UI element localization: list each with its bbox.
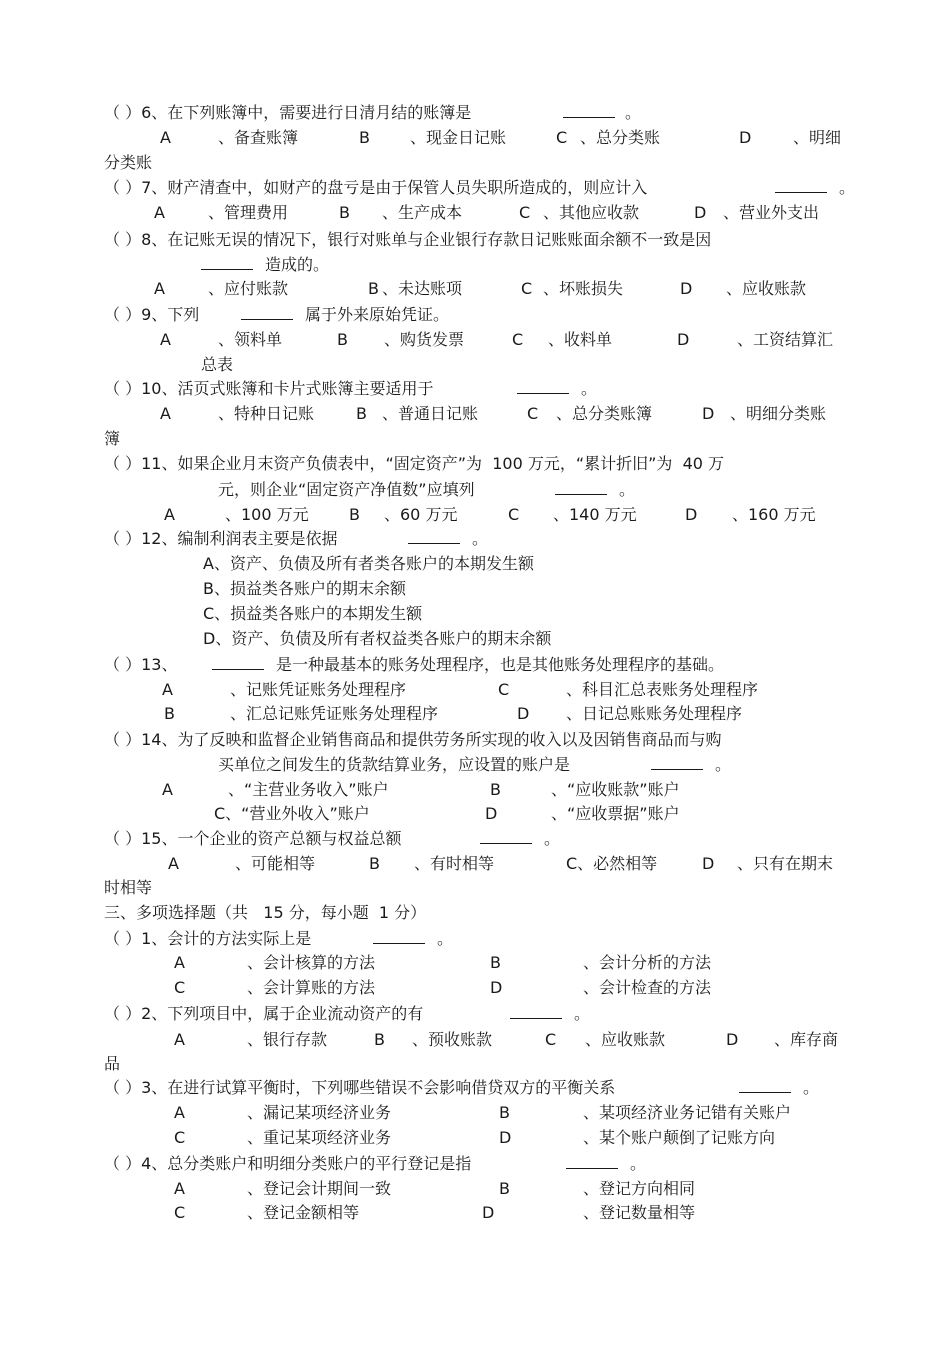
question-end: 。 (437, 929, 454, 948)
option-text: 、会计检查的方法 (583, 978, 712, 997)
question-end: 。 (472, 529, 489, 548)
answer-paren: （ ） (104, 230, 142, 249)
option-text: 、领料单 (218, 330, 283, 349)
answer-blank (212, 655, 264, 670)
question-end: 。 (619, 480, 636, 499)
question-stem-cont: 是一种最基本的账务处理程序，也是其他账务处理程序的基础。 (276, 655, 725, 674)
option-letter: B (499, 1103, 510, 1122)
question-stem: 编制利润表主要是依据 (177, 529, 338, 548)
answer-blank (739, 1078, 791, 1093)
question-end: 。 (630, 1154, 647, 1173)
option-letter: B (369, 854, 380, 873)
option-text: 、有时相等 (414, 854, 495, 873)
answer-blank (510, 1004, 562, 1019)
question-number: 9、 (141, 305, 168, 324)
option-letter: D (680, 279, 693, 298)
option-wrap: 分类账 (104, 153, 153, 172)
option-letter: D (739, 128, 752, 147)
option-letter: D (702, 404, 715, 423)
option-letter: C (512, 330, 524, 349)
answer-paren: （ ） (104, 1004, 142, 1023)
question-end: 。 (581, 379, 598, 398)
answer-blank (373, 929, 425, 944)
option-letter: C (174, 1128, 186, 1147)
option-letter: C (527, 404, 539, 423)
question-number: 14、 (141, 730, 178, 749)
option-line: A、资产、负债及所有者类各账户的本期发生额 (203, 554, 534, 573)
answer-paren: （ ） (104, 829, 142, 848)
option-letter: B (490, 953, 501, 972)
question-number: 1、 (141, 929, 168, 948)
option-text: 、“应收账款”账户 (551, 780, 680, 799)
answer-paren: （ ） (104, 379, 142, 398)
option-letter: A (174, 1179, 185, 1198)
question-stem: 为了反映和监督企业销售商品和提供劳务所实现的收入以及因销售商品而与购 (177, 730, 722, 749)
answer-paren: （ ） (104, 929, 142, 948)
question-stem: 一个企业的资产总额与权益总额 (177, 829, 402, 848)
question-number: 12、 (141, 529, 178, 548)
answer-blank (480, 829, 532, 844)
question-stem-cont: 元，则企业“固定资产净值数”应填列 (218, 480, 475, 499)
option-letter: B (499, 1179, 510, 1198)
option-letter: D (517, 704, 530, 723)
option-text: 、未达账项 (382, 279, 463, 298)
option-letter: D (694, 203, 707, 222)
option-text: C、必然相等 (566, 854, 658, 873)
question-number: 3、 (141, 1078, 168, 1097)
option-text: 、160 万元 (732, 505, 816, 524)
answer-paren: （ ） (104, 178, 142, 197)
option-letter: A (168, 854, 179, 873)
answer-blank (775, 178, 827, 193)
option-letter: C (545, 1030, 557, 1049)
question-end: 。 (574, 1004, 591, 1023)
question-stem: 在进行试算平衡时，下列哪些错误不会影响借贷双方的平衡关系 (167, 1078, 616, 1097)
option-letter: B (374, 1030, 385, 1049)
answer-paren: （ ） (104, 529, 142, 548)
question-end: 。 (715, 755, 732, 774)
option-letter: D (482, 1203, 495, 1222)
option-letter: B (339, 203, 350, 222)
option-letter: D (685, 505, 698, 524)
option-text: 、应付账款 (208, 279, 289, 298)
option-text: 、总分类账簿 (556, 404, 653, 423)
option-text: 、登记数量相等 (583, 1203, 696, 1222)
option-wrap: 时相等 (104, 878, 153, 897)
option-text: 、其他应收款 (543, 203, 640, 222)
option-text: 、重记某项经济业务 (247, 1128, 392, 1147)
option-text: 、收料单 (548, 330, 613, 349)
answer-paren: （ ） (104, 305, 142, 324)
option-letter: B (359, 128, 370, 147)
option-letter: B (164, 704, 175, 723)
question-number: 4、 (141, 1154, 168, 1173)
question-stem: 下列项目中，属于企业流动资产的有 (167, 1004, 424, 1023)
question-stem: 活页式账簿和卡片式账簿主要适用于 (177, 379, 434, 398)
option-line: B、损益类各账户的期末余额 (203, 579, 406, 598)
option-text: 、明细分类账 (730, 404, 827, 423)
question-number: 13、 (141, 655, 178, 674)
option-letter: B (368, 279, 379, 298)
option-text: 、生产成本 (382, 203, 463, 222)
option-text: 、登记会计期间一致 (247, 1179, 392, 1198)
option-letter: B (490, 780, 501, 799)
answer-blank (563, 103, 615, 118)
option-text: 、只有在期末 (737, 854, 834, 873)
option-text: 、会计算账的方法 (247, 978, 376, 997)
option-text: 、科目汇总表账务处理程序 (566, 680, 759, 699)
option-text: 、某个账户颠倒了记账方向 (583, 1128, 776, 1147)
option-text: 、100 万元 (225, 505, 309, 524)
option-text: 、“主营业务收入”账户 (228, 780, 389, 799)
question-number: 11、 (141, 454, 178, 473)
option-text: 、预收账款 (412, 1030, 493, 1049)
option-text: 、140 万元 (553, 505, 637, 524)
question-stem-cont: 买单位之间发生的货款结算业务，应设置的账户是 (218, 755, 571, 774)
option-letter: A (174, 1103, 185, 1122)
question-stem: 总分类账户和明细分类账户的平行登记是指 (167, 1154, 472, 1173)
option-line: D、资产、负债及所有者权益类各账户的期末余额 (203, 629, 552, 648)
answer-paren: （ ） (104, 730, 142, 749)
question-number: 7、 (141, 178, 168, 197)
option-text: 、登记金额相等 (247, 1203, 360, 1222)
option-letter: D (702, 854, 715, 873)
option-text: 、购货发票 (384, 330, 465, 349)
option-wrap: 品 (104, 1054, 121, 1073)
answer-paren: （ ） (104, 655, 142, 674)
question-number: 2、 (141, 1004, 168, 1023)
option-letter: C (519, 203, 531, 222)
option-letter: C (174, 978, 186, 997)
option-text: 、备查账簿 (218, 128, 299, 147)
option-wrap: 簿 (104, 429, 121, 448)
option-text: 、特种日记账 (218, 404, 315, 423)
question-number: 8、 (141, 230, 168, 249)
answer-paren: （ ） (104, 1154, 142, 1173)
option-text: 、坏账损失 (543, 279, 624, 298)
option-text: 、营业外支出 (723, 203, 820, 222)
option-text: 、会计核算的方法 (247, 953, 376, 972)
option-text: 、汇总记账凭证账务处理程序 (230, 704, 439, 723)
option-letter: B (356, 404, 367, 423)
answer-blank (408, 529, 460, 544)
option-letter: D (677, 330, 690, 349)
option-letter: C (498, 680, 510, 699)
question-number: 15、 (141, 829, 178, 848)
option-letter: C (174, 1203, 186, 1222)
answer-paren: （ ） (104, 454, 142, 473)
option-text: 、银行存款 (247, 1030, 328, 1049)
option-letter: C (556, 128, 568, 147)
option-letter: A (174, 1030, 185, 1049)
option-letter: A (160, 128, 171, 147)
option-letter: C (508, 505, 520, 524)
option-text: 、登记方向相同 (583, 1179, 696, 1198)
answer-blank (566, 1154, 618, 1169)
option-wrap: 总表 (201, 355, 234, 374)
answer-blank (651, 755, 703, 770)
answer-blank (517, 379, 569, 394)
question-number: 10、 (141, 379, 178, 398)
option-text: 、某项经济业务记错有关账户 (583, 1103, 792, 1122)
question-6 (104, 103, 471, 123)
question-end: 。 (839, 178, 856, 197)
option-text: 、记账凭证账务处理程序 (230, 680, 407, 699)
question-stem-cont: 造成的。 (265, 255, 330, 274)
answer-paren: （ ） (104, 103, 142, 122)
question-stem: 会计的方法实际上是 (167, 929, 312, 948)
option-text: 、会计分析的方法 (583, 953, 712, 972)
option-letter: A (160, 404, 171, 423)
option-letter: C (521, 279, 533, 298)
option-text: 、60 万元 (384, 505, 458, 524)
answer-paren: （ ） (104, 1078, 142, 1097)
answer-blank (201, 255, 253, 270)
option-text: 、工资结算汇 (737, 330, 834, 349)
option-text: 、“应收票据”账户 (551, 804, 680, 823)
option-text: 、普通日记账 (382, 404, 479, 423)
question-end: 。 (803, 1078, 820, 1097)
option-letter: A (174, 953, 185, 972)
option-letter: A (162, 680, 173, 699)
option-letter: B (349, 505, 360, 524)
option-line: C、损益类各账户的本期发生额 (203, 604, 423, 623)
option-text: 、管理费用 (208, 203, 289, 222)
question-stem: 如果企业月末资产负债表中，“固定资产”为 100 万元，“累计折旧”为 40 万 (177, 454, 725, 473)
question-end: 。 (544, 829, 561, 848)
option-letter: D (490, 978, 503, 997)
option-letter: B (337, 330, 348, 349)
option-text: 、可能相等 (235, 854, 316, 873)
option-letter: D (499, 1128, 512, 1147)
option-letter: A (162, 780, 173, 799)
option-text: 、明细 (793, 128, 842, 147)
question-stem: 在下列账簿中，需要进行日清月结的账簿是 (167, 103, 472, 122)
question-stem: 财产清查中，如财产的盘亏是由于保管人员失职所造成的，则应计入 (167, 178, 648, 197)
option-letter: A (164, 505, 175, 524)
option-letter: D (485, 804, 498, 823)
option-letter: D (726, 1030, 739, 1049)
section-title: 三、多项选择题（共 15 分，每小题 1 分） (104, 903, 427, 922)
question-number: 6、 (141, 103, 168, 122)
option-text: 、总分类账 (580, 128, 661, 147)
option-text: C、“营业外收入”账户 (214, 804, 370, 823)
question-stem: 下列 (167, 305, 200, 324)
option-letter: A (154, 279, 165, 298)
answer-blank (241, 305, 293, 320)
option-text: 、漏记某项经济业务 (247, 1103, 392, 1122)
option-text: 、日记总账账务处理程序 (566, 704, 743, 723)
option-text: 、应收账款 (726, 279, 807, 298)
option-letter: A (160, 330, 171, 349)
option-text: 、现金日记账 (410, 128, 507, 147)
answer-blank (555, 480, 607, 495)
option-letter: A (154, 203, 165, 222)
question-end: 。 (625, 103, 642, 122)
option-text: 、库存商 (774, 1030, 839, 1049)
question-stem-cont: 属于外来原始凭证。 (305, 305, 450, 324)
option-text: 、应收账款 (585, 1030, 666, 1049)
question-stem: 在记账无误的情况下，银行对账单与企业银行存款日记账账面余额不一致是因 (167, 230, 712, 249)
